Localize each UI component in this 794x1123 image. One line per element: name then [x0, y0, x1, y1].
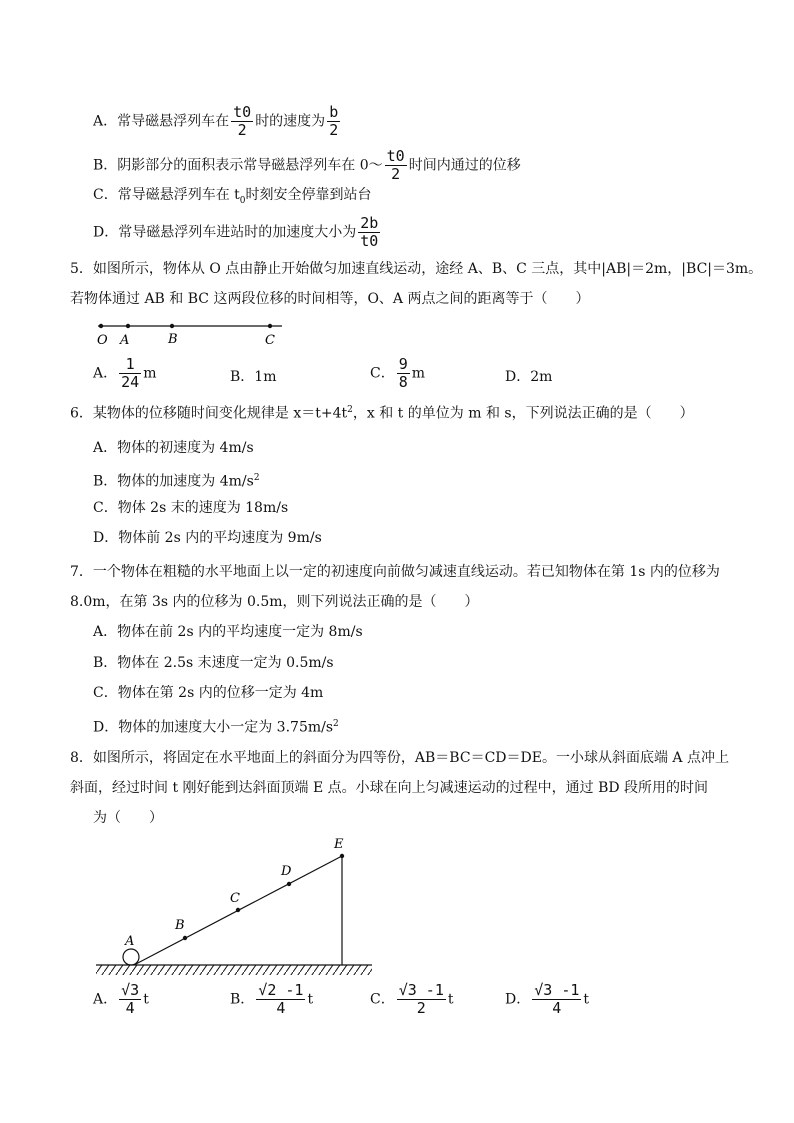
q6-option-a: A．物体的初速度为 4m/s — [93, 440, 254, 456]
q8-point-d — [287, 882, 291, 886]
q4-d-frac: $\frac{2b}{t0}$ — [360, 214, 379, 250]
q7-option-d: D．物体的加速度大小一定为 $3.75m/s^2$ — [93, 719, 339, 736]
q5-number-line-diagram — [90, 318, 290, 348]
q4-option-c: C．常导磁悬浮列车在 $t_0$时刻安全停靠到站台 — [93, 187, 372, 206]
q5-point-a — [126, 324, 130, 328]
q5-option-b: B．1m — [230, 369, 277, 385]
q8-option-a: A． $\frac{√3}{4}$ t — [93, 981, 149, 1017]
q8-option-c: C． $\frac{√3 -1}{2}$ t — [370, 981, 454, 1017]
q8-point-e — [340, 854, 344, 858]
q5-point-b — [170, 324, 174, 328]
q7-option-c: C．物体在第 2s 内的位移一定为 4m — [93, 685, 324, 701]
q6-stem: 6．某物体的位移随时间变化规律是 $x=t+4t^2$，x 和 t 的单位为 m 和 s，下列说法正确的是（ ） — [70, 405, 694, 422]
q8-ball — [123, 949, 139, 965]
q5-option-a: A． $\frac{1}{24}$ m — [93, 355, 157, 391]
q8-ground-hatch — [96, 965, 372, 975]
q8-label-c: C — [230, 891, 240, 906]
q6-option-d: D．物体前 2s 内的平均速度为 9m/s — [93, 530, 322, 546]
q6-option-c: C．物体 2s 末的速度为 18m/s — [93, 500, 289, 516]
q8-stem-line3: 为（ ） — [93, 810, 163, 826]
q5-stem-line1: 5．如图所示，物体从 O 点由静止开始做匀加速直线运动，途经 A、B、C 三点，其中|AB|＝2m，|BC|＝3m。 — [70, 261, 763, 277]
q8-incline-diagram — [90, 832, 380, 982]
q7-option-a: A．物体在前 2s 内的平均速度一定为 8m/s — [93, 624, 363, 640]
q8-point-c — [236, 908, 240, 912]
q5-label-a: A — [120, 333, 130, 348]
q5-option-c: C． $\frac{9}{8}$ m — [370, 355, 426, 391]
q8-label-b: B — [175, 918, 185, 933]
q8-option-b: B． $\frac{√2 -1}{4}$ t — [230, 981, 314, 1017]
q6-option-b: B．物体的加速度为 $4m/s^2$ — [93, 473, 260, 490]
q4-a-frac1: $\frac{t0}{2}$ — [233, 103, 252, 139]
q5-label-o: O — [97, 333, 108, 348]
q8-label-a: A — [125, 934, 135, 949]
q4-a-frac2: $\frac{b}{2}$ — [329, 103, 339, 139]
q8-point-b — [183, 936, 187, 940]
q5-point-o — [99, 324, 103, 328]
q4-option-a: A．常导磁悬浮列车在 $\frac{t0}{2}$ 时的速度为 $\frac{b}{2}$ — [93, 103, 339, 139]
q5-option-d: D．2m — [505, 369, 553, 385]
q8-stem-line1: 8．如图所示，将固定在水平地面上的斜面分为四等份，AB＝BC＝CD＝DE。一小球从斜面底端 A 点冲上 — [70, 750, 729, 766]
q8-option-d: D． $\frac{√3 -1}{4}$ t — [505, 981, 590, 1017]
q5-point-c — [268, 324, 272, 328]
q4-option-d: D．常导磁悬浮列车进站时的加速度大小为 $\frac{2b}{t0}$ — [93, 214, 379, 250]
q8-label-e: E — [334, 837, 344, 852]
q4-b-frac: $\frac{t0}{2}$ — [386, 147, 405, 183]
q5-label-c: C — [265, 333, 275, 348]
q8-stem-line2: 斜面，经过时间 t 刚好能到达斜面顶端 E 点。小球在向上匀减速运动的过程中，通过 BD 段所用的时间 — [70, 780, 709, 796]
q8-label-d: D — [281, 864, 292, 879]
q5-label-b: B — [168, 332, 178, 347]
q7-option-b: B．物体在 2.5s 末速度一定为 0.5m/s — [93, 655, 334, 671]
q5-stem-line2: 若物体通过 AB 和 BC 这两段位移的时间相等，O、A 两点之间的距离等于（ ） — [70, 291, 590, 307]
q7-stem-line2: 8.0m，在第 3s 内的位移为 0.5m，则下列说法正确的是（ ） — [70, 594, 479, 610]
q7-stem-line1: 7．一个物体在粗糙的水平地面上以一定的初速度向前做匀减速直线运动。若已知物体在第 1s 内的位移为 — [70, 564, 720, 580]
q4-option-b: B．阴影部分的面积表示常导磁悬浮列车在 0～ $\frac{t0}{2}$ 时间内通过的位移 — [93, 147, 521, 183]
